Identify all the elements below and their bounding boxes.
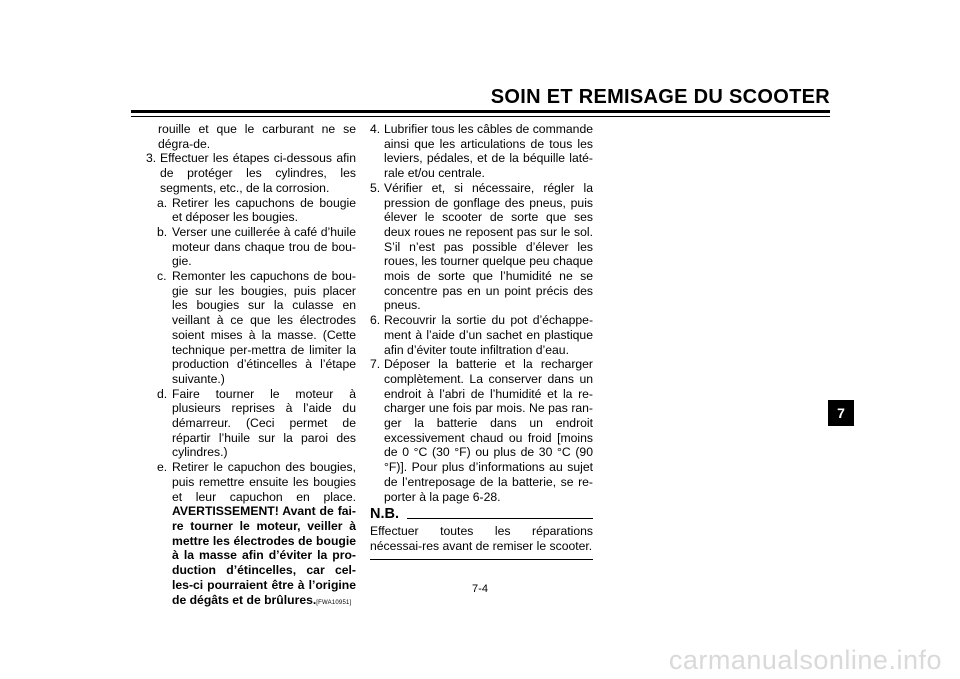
note-label: N.B. xyxy=(370,506,399,522)
step-text: Lubrifier tous les câbles de commande ainsi que les articulations de tous les leviers, pédales, et de la béquille laté-rale et/ou centrale. xyxy=(384,122,593,181)
substep-a xyxy=(146,196,356,225)
substep-b xyxy=(146,225,356,269)
chapter-tab-label: 7 xyxy=(837,405,845,421)
header-rule-thick xyxy=(131,110,830,113)
substep-text: Retirer le capuchon des bougies, puis remettre ensuite les bougies et leur capuchon en place. xyxy=(172,460,356,504)
page-title: SOIN ET REMISAGE DU SCOOTER xyxy=(490,86,830,108)
substep-letter: d. xyxy=(157,386,168,401)
step-text: Effectuer les étapes ci-dessous afin de protéger les cylindres, les segments, etc., de la corrosion. xyxy=(160,151,356,195)
substep-letter: e. xyxy=(157,460,168,475)
note-header xyxy=(370,506,593,522)
step-text: Recouvrir la sortie du pot d’échappe-ment à l’aide d’un sachet en plastique afin d’éviter toute infiltration d’eau. xyxy=(384,313,593,357)
step-number: 3. xyxy=(146,151,157,166)
substep-letter: a. xyxy=(157,195,168,210)
note-header-rule xyxy=(407,518,593,519)
note-text: Effectuer toutes les réparations nécessai-res avant de remiser le scooter. xyxy=(370,524,593,553)
step-text: Vérifier et, si nécessaire, régler la pression de gonflage des pneus, puis élever le scooter de sorte que ses deux roues ne reposent pas sur le sol. S’il n’est pas possible d’élever les roues, les tourner quelque peu chaque mois de sorte que l’humidité ne se concentre pas en un point précis des pneus. xyxy=(384,180,593,313)
chapter-tab xyxy=(828,400,854,426)
substep-letter: c. xyxy=(157,269,167,284)
page-number: 7-4 xyxy=(472,583,488,595)
step-number: 7. xyxy=(370,357,381,372)
step-3 xyxy=(146,151,356,195)
warning-text: AVERTISSEMENT! Avant de fai-re tourner le moteur, veiller à mettre les électrodes de bougie à la masse afin d’éviter la pro-duction d’étincelles, car cel-les-ci pourraient être à l’origine de dégâts et de brûlures. xyxy=(172,504,356,607)
header-rule-thin xyxy=(131,116,830,117)
substep-text: Verser une cuillerée à café d’huile moteur dans chaque trou de bou-gie. xyxy=(172,224,356,269)
substep-text-wrap xyxy=(172,460,356,610)
substep-letter: b. xyxy=(157,224,168,239)
note-box xyxy=(370,506,593,560)
step-4 xyxy=(370,122,593,181)
right-column xyxy=(370,122,593,504)
note-bottom-rule xyxy=(370,559,593,560)
substep-d xyxy=(146,387,356,461)
substep-text: Retirer les capuchons de bougie et déposer les bougies. xyxy=(172,195,356,225)
step-number: 6. xyxy=(370,313,381,328)
warning-code: [FWA10951] xyxy=(316,599,352,606)
step-text: Déposer la batterie et la recharger complètement. La conserver dans un endroit à l’abri de l’humidité et la re-charger une fois par mois. Ne pas ran-ger la batterie dans un endroit excessivement chaud ou froid [moins de 0 °C (30 °F) ou plus de 30 °C (90 °F)]. Pour plus d’informations au sujet de l’entreposage de la batterie, se re-porter à la page 6-28. xyxy=(384,357,593,504)
substep-c xyxy=(146,269,356,387)
step-5 xyxy=(370,181,593,313)
step-number: 4. xyxy=(370,122,381,136)
left-column xyxy=(146,122,356,610)
step-2-continuation: rouille et que le carburant ne se dégra-de. xyxy=(158,122,356,151)
watermark: carmanualsonline.info xyxy=(668,645,942,675)
substep-e xyxy=(146,460,356,610)
step-number: 5. xyxy=(370,180,381,195)
substep-text: Remonter les capuchons de bou-gie sur les bougies, puis placer les bougies sur la culasse en veillant à ce que les électrodes soient mises à la masse. (Cette technique per-mettra de limiter la production d’étincelles à l’étape suivante.) xyxy=(172,269,356,386)
step-6 xyxy=(370,313,593,357)
substep-text: Faire tourner le moteur à plusieurs reprises à l’aide du démarreur. (Ceci permet de répartir l’huile sur la paroi des cylindres.) xyxy=(172,386,356,460)
step-7 xyxy=(370,357,593,504)
